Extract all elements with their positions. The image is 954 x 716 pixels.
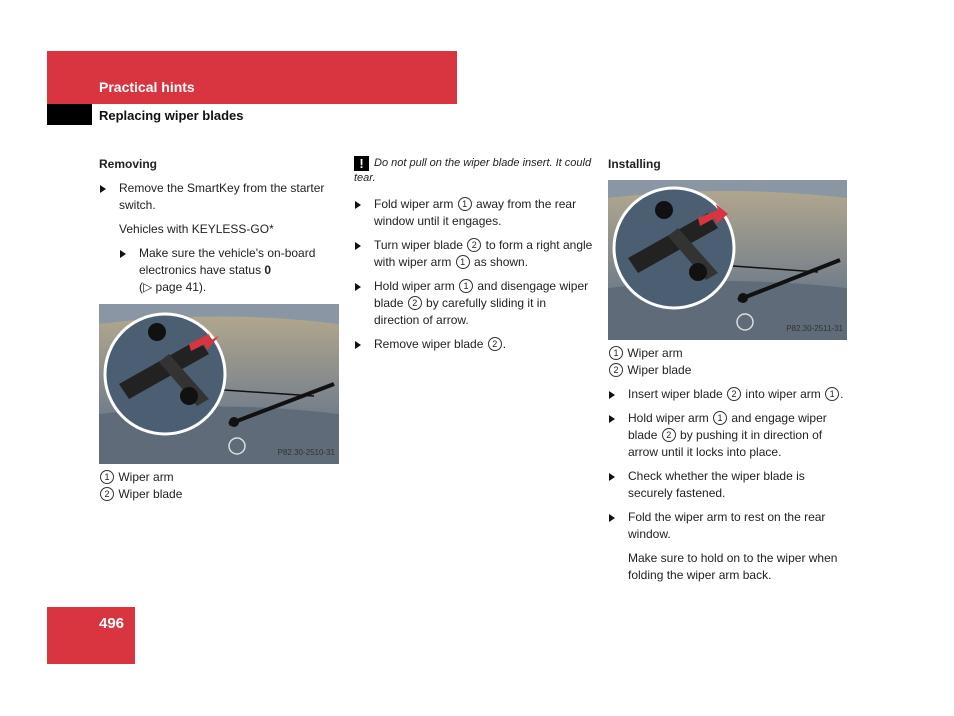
page-number: 496 — [99, 615, 125, 632]
legend-item-wiper-blade: 2 Wiper blade — [99, 486, 339, 503]
middle-step-2: Turn wiper blade 2 to form a right angle with wiper arm 1 as shown. — [354, 237, 594, 271]
installing-step-1: Insert wiper blade 2 into wiper arm 1 . — [608, 386, 848, 403]
middle-step-4: Remove wiper blade 2 . — [354, 336, 594, 353]
callout-number-2: 2 — [609, 363, 623, 377]
bullet-arrow-icon — [100, 185, 106, 193]
installing-heading: Installing — [608, 157, 661, 171]
callout-number-2: 2 — [727, 387, 741, 401]
page-reference-link[interactable]: (▷ page 41). — [139, 280, 207, 294]
callout-number-2: 2 — [488, 337, 502, 351]
header-banner — [47, 51, 457, 104]
rear-window-illustration — [99, 304, 339, 464]
legend-item-wiper-arm: 1 Wiper arm — [99, 469, 339, 486]
callout-number-1: 1 — [609, 346, 623, 360]
removing-step-1: Remove the SmartKey from the starter switch. — [99, 180, 339, 214]
callout-number-1: 1 — [713, 411, 727, 425]
callout-number-1: 1 — [459, 279, 473, 293]
installing-note: Make sure to hold on to the wiper when folding the wiper arm back. — [628, 551, 838, 582]
installing-figure — [608, 180, 847, 340]
legend-item-wiper-blade: 2 Wiper blade — [608, 362, 848, 379]
figure-code: P82.30-2511-31 — [786, 324, 843, 333]
warning-icon: ! — [354, 156, 369, 171]
bullet-arrow-icon — [609, 391, 615, 399]
removing-step-2: Make sure the vehicle's on-board electronics have status 0 (▷ page 41). — [99, 245, 339, 296]
bullet-arrow-icon — [120, 250, 126, 258]
bullet-arrow-icon — [355, 283, 361, 291]
removing-heading: Removing — [99, 157, 158, 171]
installing-step-3: Check whether the wiper blade is securely fastened. — [608, 468, 848, 502]
page-subtitle: Replacing wiper blades — [99, 108, 244, 123]
bullet-arrow-icon — [609, 415, 615, 423]
middle-step-1: Fold wiper arm 1 away from the rear window until it engages. — [354, 196, 594, 230]
middle-column — [354, 156, 594, 360]
section-title: Practical hints — [99, 79, 195, 95]
warning-note: ! Do not pull on the wiper blade insert. It could tear. — [354, 156, 592, 184]
callout-number-1: 1 — [458, 197, 472, 211]
callout-number-1: 1 — [456, 255, 470, 269]
bullet-arrow-icon — [609, 514, 615, 522]
callout-number-2: 2 — [467, 238, 481, 252]
status-value: 0 — [264, 263, 272, 277]
callout-number-1: 1 — [825, 387, 839, 401]
installing-step-4: Fold the wiper arm to rest on the rear window. — [608, 509, 848, 543]
removing-figure — [99, 304, 339, 464]
callout-number-2: 2 — [100, 487, 114, 501]
callout-number-2: 2 — [408, 296, 422, 310]
bullet-arrow-icon — [355, 242, 361, 250]
middle-step-3: Hold wiper arm 1 and disengage wiper blade 2 by carefully sliding it in direction of arrow. — [354, 278, 594, 329]
callout-number-1: 1 — [100, 470, 114, 484]
installing-column — [608, 156, 848, 591]
figure-code: P82.30-2510-31 — [277, 448, 335, 457]
bullet-arrow-icon — [355, 201, 361, 209]
section-tab-marker — [47, 104, 92, 125]
removing-column — [99, 156, 339, 503]
bullet-arrow-icon — [355, 341, 361, 349]
rear-window-illustration — [608, 180, 847, 340]
keyless-note: Vehicles with KEYLESS-GO* — [119, 222, 274, 236]
legend-item-wiper-arm: 1 Wiper arm — [608, 345, 848, 362]
callout-number-2: 2 — [662, 428, 676, 442]
bullet-arrow-icon — [609, 473, 615, 481]
installing-step-2: Hold wiper arm 1 and engage wiper blade 2 by pushing it in direction of arrow until it locks into place. — [608, 410, 848, 461]
